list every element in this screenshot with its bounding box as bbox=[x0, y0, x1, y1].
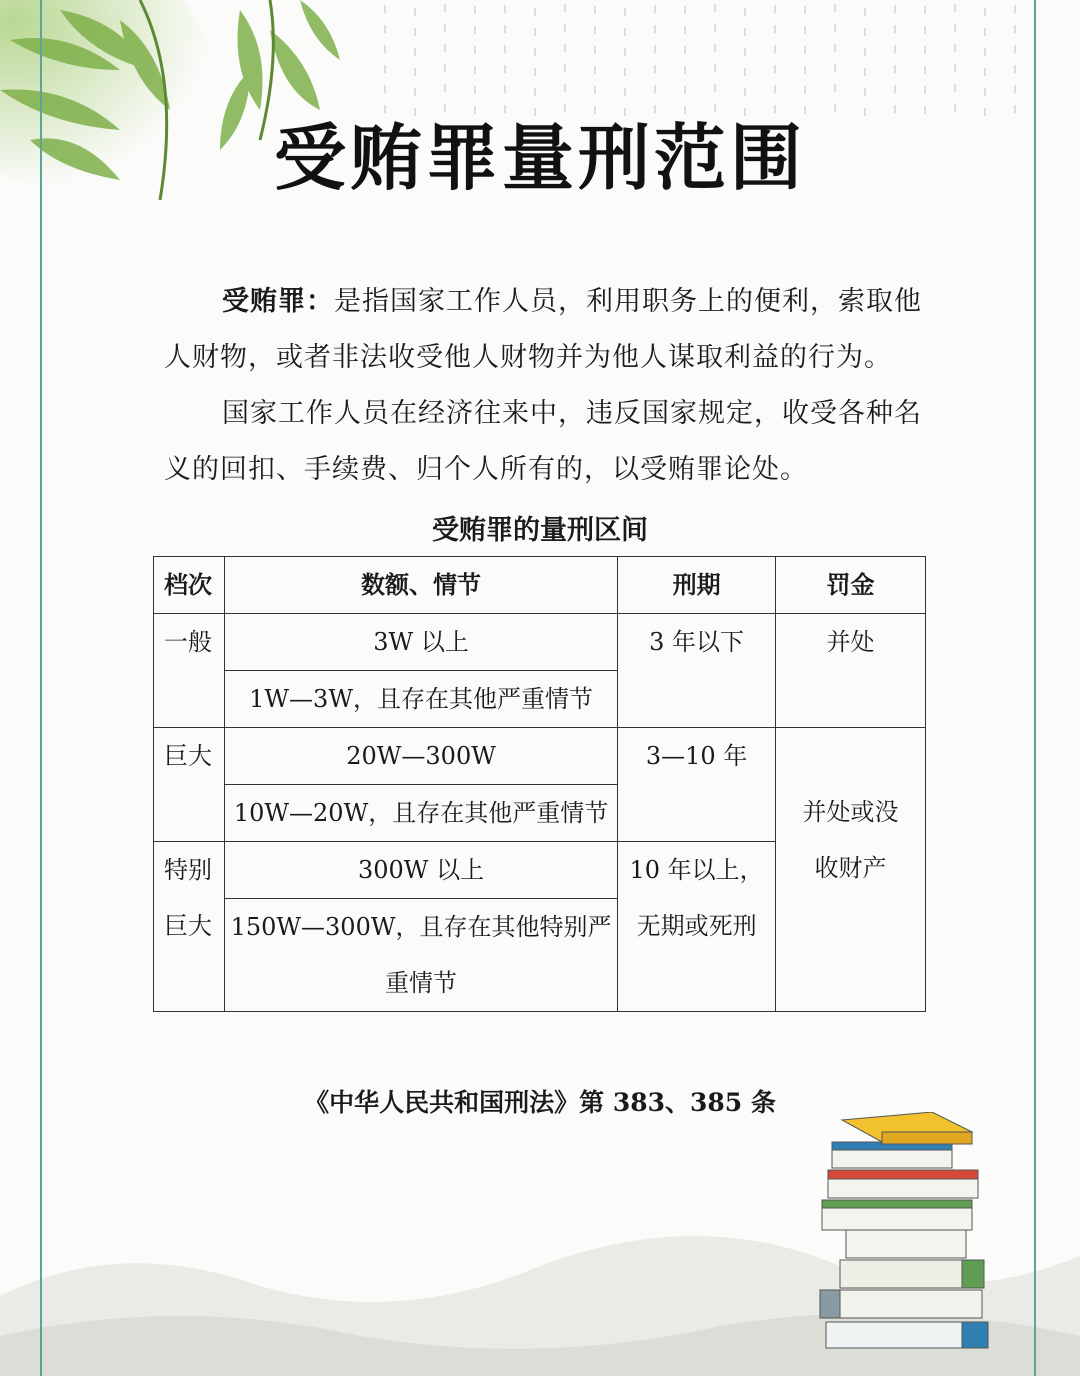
amount-text: 150W—300W，且存在其他特别严重情节 bbox=[230, 913, 612, 997]
term-text: 10 年以上，无期或死刑 bbox=[629, 856, 764, 940]
header-amount: 数额、情节 bbox=[224, 557, 617, 614]
amount-cell: 1W—3W，且存在其他严重情节 bbox=[224, 671, 617, 728]
table-row bbox=[154, 728, 926, 785]
frame-right-line bbox=[1034, 0, 1036, 1376]
amount-cell: 20W—300W bbox=[224, 728, 617, 785]
term-cell bbox=[618, 842, 776, 1012]
amount-cell: 3W 以上 bbox=[224, 614, 617, 671]
frame-left-line bbox=[40, 0, 42, 1376]
fine-cell: 并处 bbox=[776, 614, 926, 728]
law-citation: 《中华人民共和国刑法》第 383、385 条 bbox=[304, 1088, 776, 1117]
level-cell bbox=[154, 842, 225, 1012]
term-cell: 3 年以下 bbox=[618, 614, 776, 728]
term-cell: 3—10 年 bbox=[618, 728, 776, 842]
level-text: 特别巨大 bbox=[164, 856, 212, 940]
definition-term: 受贿罪： bbox=[222, 286, 334, 317]
page-title: 受贿罪量刑范围 bbox=[273, 116, 806, 200]
header-fine: 罚金 bbox=[776, 557, 926, 614]
sentencing-table bbox=[153, 556, 926, 1012]
amount-cell: 10W—20W，且存在其他严重情节 bbox=[224, 785, 617, 842]
table-header-row bbox=[154, 557, 926, 614]
scope-paragraph: 国家工作人员在经济往来中，违反国家规定，收受各种名义的回扣、手续费、归个人所有的，以受贿罪论处。 bbox=[164, 398, 922, 485]
amount-cell bbox=[224, 899, 617, 1012]
fine-cell bbox=[776, 728, 926, 1012]
amount-cell: 300W 以上 bbox=[224, 842, 617, 899]
table-caption: 受贿罪的量刑区间 bbox=[432, 515, 648, 546]
table-row bbox=[154, 614, 926, 671]
definition-paragraph bbox=[164, 274, 944, 386]
books-stack-illustration bbox=[812, 1112, 1002, 1352]
level-cell: 一般 bbox=[154, 614, 225, 728]
header-level: 档次 bbox=[154, 557, 225, 614]
definition-text: 是指国家工作人员，利用职务上的便利，索取他人财物，或者非法收受他人财物并为他人谋取利益的行为。 bbox=[164, 286, 922, 373]
level-cell: 巨大 bbox=[154, 728, 225, 842]
header-term: 刑期 bbox=[618, 557, 776, 614]
fine-text: 并处或没收财产 bbox=[802, 798, 899, 882]
